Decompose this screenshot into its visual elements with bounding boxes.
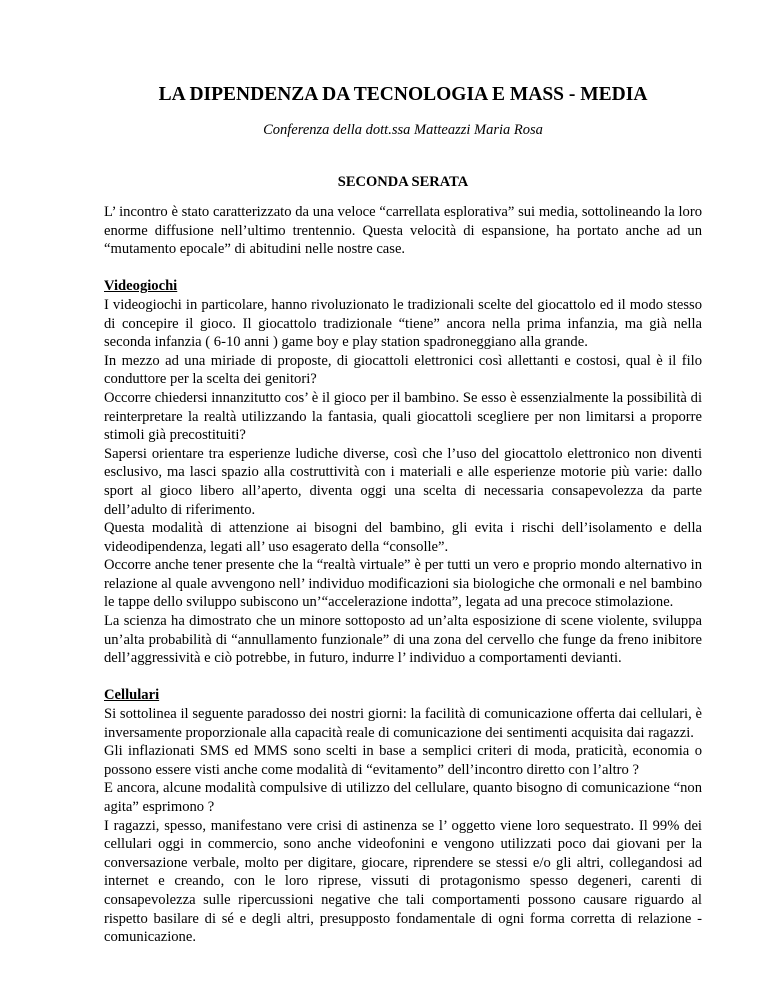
paragraph: Occorre chiedersi innanzitutto cos’ è il gioco per il bambino. Se esso è essenzialmente la possibilità di reinterpretare la realtà utilizzando la fantasia, quali giocattoli scegliere per non limitarsi a proporre stimoli già precostituiti?: [104, 389, 702, 444]
section-heading: Videogiochi: [104, 278, 178, 295]
paragraph: Questa modalità di attenzione ai bisogni del bambino, gli evita i rischi dell’isolamento e della videodipendenza, legati all’ uso esagerato della “consolle”.: [104, 520, 702, 555]
section-cellulari: [104, 686, 702, 946]
paragraph: E ancora, alcune modalità compulsive di utilizzo del cellulare, quanto bisogno di comunicazione “non agita” esprimono ?: [104, 780, 702, 815]
intro-paragraph: L’ incontro è stato caratterizzato da una veloce “carrellata esplorativa” sui media, sottolineando la loro enorme diffusione nell’ultimo trentennio. Questa velocità di espansione, ha portato anche ad un “mutamento epocale” di abitudini nelle nostre case.: [104, 204, 702, 258]
paragraph: Occorre anche tener presente che la “realtà virtuale” è per tutti un vero e proprio mondo alternativo in relazione al quale avvengono nell’ individuo modificazioni sia biologiche che ormonali e nel bambino le tappe dello sviluppo subiscono un’“accelerazione indotta”, legata ad una precoce stimolazione.: [104, 557, 702, 611]
paragraph: I videogiochi in particolare, hanno rivoluzionato le tradizionali scelte del giocattolo ed il modo stesso di concepire il gioco. Il giocattolo tradizionale “tiene” ancora nella prima infanzia, ma già nella seconda infanzia ( 6-10 anni ) game boy e play station spadroneggiano alla grande.: [104, 296, 702, 351]
document-title: LA DIPENDENZA DA TECNOLOGIA E MASS - MEDIA: [158, 84, 648, 105]
paragraph: Sapersi orientare tra esperienze ludiche diverse, così che l’uso del giocattolo elettronico non diventi esclusivo, ma lasci spazio alla costruttività con i materiali e alle esperienze motorie più varie: dallo sport al gioco libero all’aperto, diventa oggi una scelta di necessaria consapevolezza da parte dell’adulto di riferimento.: [104, 445, 702, 518]
paragraph: Si sottolinea il seguente paradosso dei nostri giorni: la facilità di comunicazione offerta dai cellulari, è inversamente proporzionale alla capacità reale di comunicazione dei sentimenti acquisita dai ragazzi.: [104, 706, 702, 741]
document-subtitle: Conferenza della dott.ssa Matteazzi Maria Rosa: [263, 122, 543, 138]
paragraph: In mezzo ad una miriade di proposte, di giocattoli elettronici così allettanti e costosi, qual è il filo conduttore per la scelta dei genitori?: [104, 352, 702, 388]
paragraph: Gli inflazionati SMS ed MMS sono scelti in base a semplici criteri di moda, praticità, economia o possono essere visti anche come modalità di “evitamento” dell’incontro diretto con l’altro ?: [104, 743, 702, 778]
section-videogiochi: [104, 277, 702, 667]
paragraph: I ragazzi, spesso, manifestano vere crisi di astinenza se l’ oggetto viene loro sequestrato. Il 99% dei cellulari oggi in commercio, sono anche videofonini e vengono utilizzati poco dai giovani per la conversazione verbale, molto per digitare, giocare, riprendere se stessi e/o gli altri, collegandosi ad internet e creando, con le loro riprese, vissuti di protagonismo spesso degeneri, carenti di consapevolezza sulle ripercussioni negative che tali comportamenti possono causare riguardo al rispetto basilare di sé e degli altri, presupposto fondamentale di ogni forma corretta di relazione - comunicazione.: [104, 817, 702, 946]
section-heading: Cellulari: [104, 687, 160, 704]
paragraph: La scienza ha dimostrato che un minore sottoposto ad un’alta esposizione di scene violente, sviluppa un’alta probabilità di “annullamento funzionale” di una zona del cervello che funge da freno inibitore dell’aggressività e ciò potrebbe, in futuro, indurre l’ individuo a comportamenti devianti.: [104, 613, 702, 667]
evening-label: SECONDA SERATA: [337, 174, 469, 190]
